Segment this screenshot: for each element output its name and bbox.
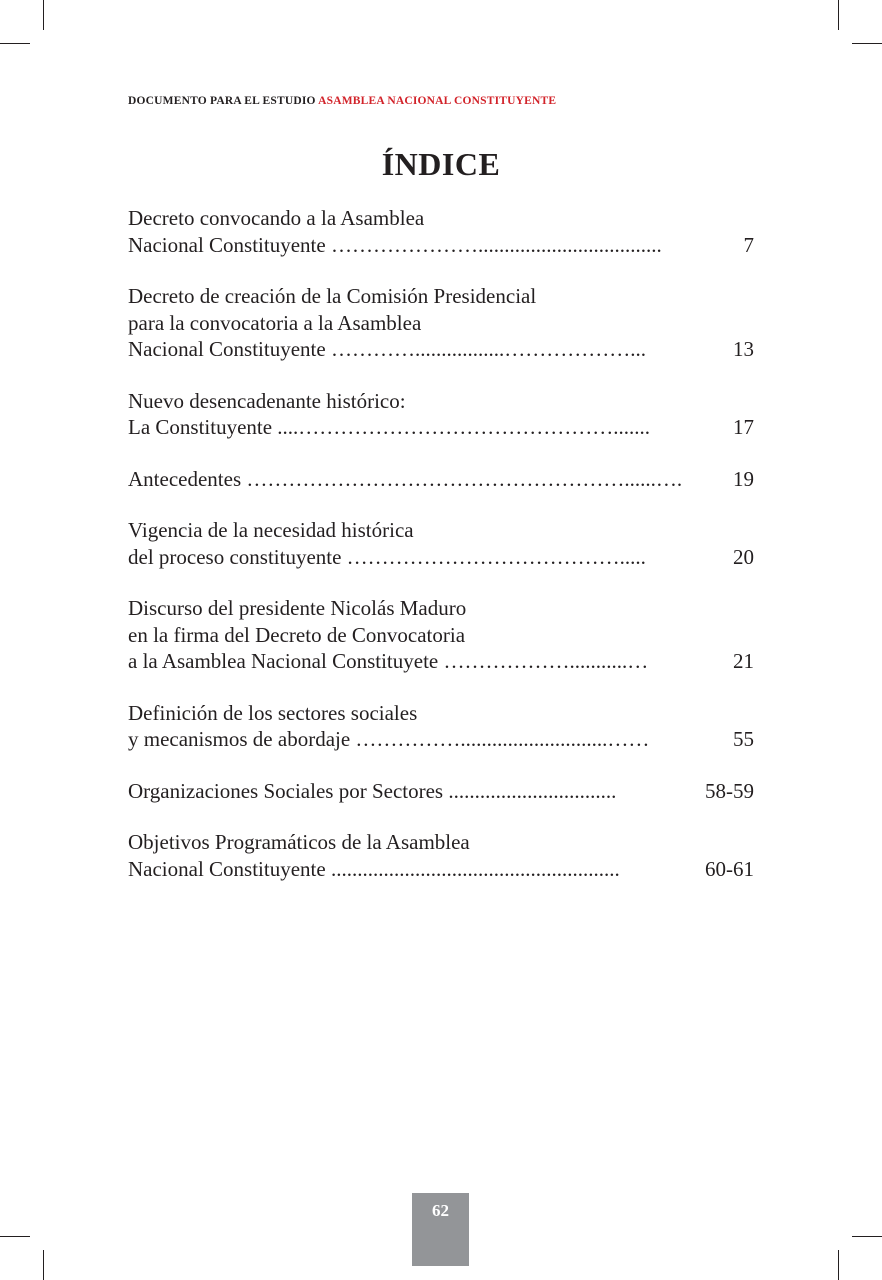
toc-entry-line: Decreto de creación de la Comisión Presidencial	[128, 284, 537, 308]
page-number-tab	[412, 1193, 469, 1266]
toc-entry-final-line	[128, 856, 754, 883]
toc-entry-page-number: 17	[733, 415, 754, 439]
toc-entry-page-number: 7	[743, 232, 754, 257]
toc-entry-page-number: 13	[733, 337, 754, 361]
toc-entry-line: para la convocatoria a la Asamblea	[128, 310, 422, 335]
toc-entry-final-line	[128, 648, 754, 675]
toc-entry-page-number: 21	[733, 649, 754, 673]
toc-entry-leader-text: Antecedentes ………………………………………………......….	[128, 466, 683, 491]
toc-entry-page-number: 20	[733, 544, 754, 569]
toc-entry-page-number: 19	[733, 466, 754, 491]
toc-entry-page-number: 60-61	[705, 856, 754, 881]
toc-entry	[128, 700, 754, 753]
toc-entry-leader-text: Nacional Constituyente …………………...................................	[128, 232, 662, 257]
toc-entry-leader-text: Nacional Constituyente ………….................………………...	[128, 337, 646, 361]
toc-entry-final-line	[128, 466, 754, 493]
page-number: 62	[432, 1201, 449, 1220]
toc-entry-page-number: 55	[733, 727, 754, 751]
crop-mark-bottom-left-vertical	[43, 1250, 44, 1280]
crop-mark-top-left-horizontal	[0, 43, 30, 44]
toc-entry-final-line	[128, 414, 754, 441]
toc-entry	[128, 466, 754, 493]
running-header-highlight: ASAMBLEA NACIONAL CONSTITUYENTE	[318, 95, 557, 107]
toc-entry-line: Discurso del presidente Nicolás Maduro	[128, 596, 467, 620]
toc-entry-leader-text: del proceso constituyente ………………………………….....	[128, 544, 646, 569]
toc-entry	[128, 778, 754, 805]
toc-entry-page-number: 58-59	[705, 778, 754, 803]
crop-mark-bottom-right-vertical	[838, 1250, 839, 1280]
toc-entry-line: Vigencia de la necesidad histórica	[128, 518, 414, 542]
toc-entry-final-line	[128, 336, 754, 363]
toc-entry	[128, 517, 754, 570]
toc-entry	[128, 283, 754, 363]
page-title: ÍNDICE	[381, 146, 501, 182]
running-header-prefix: DOCUMENTO PARA EL ESTUDIO	[128, 95, 316, 107]
crop-mark-top-right-horizontal	[852, 43, 882, 44]
toc-entry-final-line	[128, 232, 754, 259]
table-of-contents	[128, 205, 754, 907]
toc-entry-line: en la firma del Decreto de Convocatoria	[128, 622, 466, 647]
crop-mark-bottom-left-horizontal	[0, 1236, 30, 1237]
toc-entry-line: Nuevo desencadenante histórico:	[128, 388, 406, 413]
running-header	[128, 95, 556, 107]
crop-mark-top-right-vertical	[838, 0, 839, 30]
toc-entry	[128, 595, 754, 675]
toc-entry-line: Objetivos Programáticos de la Asamblea	[128, 830, 470, 854]
toc-entry-leader-text: La Constituyente ....……………………………………….......	[128, 415, 651, 439]
toc-entry-final-line	[128, 778, 754, 805]
toc-entry	[128, 388, 754, 441]
toc-entry-final-line	[128, 544, 754, 571]
toc-entry-line: Decreto convocando a la Asamblea	[128, 206, 425, 230]
toc-entry-leader-text: Organizaciones Sociales por Sectores ................................	[128, 778, 617, 803]
toc-entry	[128, 829, 754, 882]
toc-entry-line: Definición de los sectores sociales	[128, 700, 418, 725]
crop-mark-top-left-vertical	[43, 0, 44, 30]
toc-entry	[128, 205, 754, 258]
toc-entry-leader-text: Nacional Constituyente .......................................................	[128, 856, 620, 881]
crop-mark-bottom-right-horizontal	[852, 1236, 882, 1237]
toc-entry-leader-text: y mecanismos de abordaje ……………............................……	[128, 727, 650, 751]
toc-entry-leader-text: a la Asamblea Nacional Constituyete ………………...........…	[128, 649, 649, 673]
toc-entry-final-line	[128, 726, 754, 753]
